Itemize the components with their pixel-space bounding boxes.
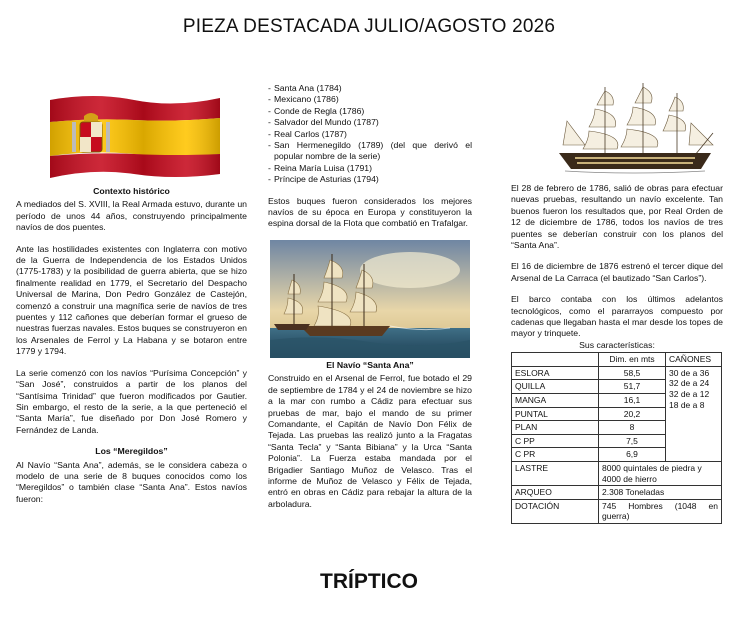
table-cell: 7,5 bbox=[599, 434, 666, 448]
ship-drawing-icon bbox=[545, 83, 715, 183]
table-row bbox=[512, 499, 722, 523]
table-cell: 2.308 Toneladas bbox=[599, 486, 722, 500]
list-item: - Mexicano (1786) bbox=[268, 94, 472, 105]
list-item: - Salvador del Mundo (1787) bbox=[268, 117, 472, 128]
table-row bbox=[512, 353, 722, 367]
list-item: - Reina María Luisa (1791) bbox=[268, 163, 472, 174]
table-cell: PUNTAL bbox=[512, 407, 599, 421]
table-cell: 20,2 bbox=[599, 407, 666, 421]
ship-list bbox=[268, 83, 472, 186]
guns-line: 18 de a 8 bbox=[669, 399, 705, 410]
column-middle bbox=[268, 83, 472, 520]
table-header-guns: CAÑONES bbox=[666, 353, 722, 367]
paragraph: Al Navío “Santa Ana”, además, se le considera cabeza o modelo de una serie de 8 buques conocidos como los “Meregildos” o también clase “Santa Ana”. Estos navíos fueron: bbox=[16, 459, 247, 504]
guns-line: 32 de a 12 bbox=[669, 389, 710, 400]
ship-painting-image bbox=[270, 240, 470, 358]
paragraph: El 16 de diciembre de 1876 estrenó el tercer dique del Arsenal de La Carraca (el bautizado “San Carlos”). bbox=[511, 261, 723, 283]
column-right bbox=[511, 83, 723, 524]
table-cell: DOTACIÓN bbox=[512, 499, 599, 523]
paragraph: Estos buques fueron considerados los mejores navíos de su época en Europa y constituyeron la espina dorsal de la Flota que combatió en Trafalgar. bbox=[268, 195, 472, 229]
table-cell: PLAN bbox=[512, 421, 599, 435]
paragraph: Ante las hostilidades existentes con Inglaterra con motivo de la Guerra de Independencia de los Estados Unidos (1775-1783) y la posibilidad de guerra abierta, que se hizo finalmente realidad en 1779, el Secretario del Despacho Universal de Marina, Don Pedro González de Castejón, comenzó a construir una magnífica serie de navíos de tres puentes y 112 cañones que deberían formar el grueso de nuestras fuerzas navales. Estos buques se construyeron en los Arsenales de Ferrol y La Habana y se botaron entre 1779 y 1794. bbox=[16, 243, 247, 357]
table-cell: 51,7 bbox=[599, 380, 666, 394]
paragraph: El barco contaba con los últimos adelantos tecnológicos, como el pararrayos compuesto por cadenas que llegaban hasta el mar desde los topes de mayor y trinquete. bbox=[511, 294, 723, 339]
table-cell: 745 Hombres (1048 en guerra) bbox=[599, 499, 722, 523]
paragraph: El 28 de febrero de 1786, salió de obras para efectuar nuevas pruebas, resultando un navío excelente. Tan buenos fueron los resultados que, por Real Orden de 12 de diciembre de 1786, todos los navíos de tres puentes se deberían construir con los planos del “Santa Ana”. bbox=[511, 183, 723, 251]
footer-title: TRÍPTICO bbox=[320, 570, 418, 593]
table-row bbox=[512, 486, 722, 500]
table-caption: Sus características: bbox=[579, 339, 655, 350]
table-cell: ESLORA bbox=[512, 366, 599, 380]
paragraph: La serie comenzó con los navíos “Purísima Concepción” y “San José”, construidos a partir de los planos del “Santísima Trinidad” que fueron modificados por Gautier. Sin embargo, el resto de la serie, a la que perteneció el “Santa María”, fue diseñado por Don José Romero y Fernández de Landa. bbox=[16, 367, 247, 435]
column-left bbox=[16, 92, 247, 515]
table-cell: C PP bbox=[512, 434, 599, 448]
table-cell: MANGA bbox=[512, 394, 599, 408]
table-cell: 8000 quintales de piedra y 4000 de hierro bbox=[599, 462, 722, 486]
list-item: - San Hermenegildo (1789) (del que derivó el popular nombre de la serie) bbox=[268, 140, 472, 163]
table-cell: QUILLA bbox=[512, 380, 599, 394]
table-row bbox=[512, 462, 722, 486]
specs-table bbox=[511, 352, 722, 524]
table-cell: 16,1 bbox=[599, 394, 666, 408]
table-cell: 8 bbox=[599, 421, 666, 435]
table-cell: LASTRE bbox=[512, 462, 599, 486]
table-cell: 6,9 bbox=[599, 448, 666, 462]
section-heading-context: Contexto histórico bbox=[93, 186, 170, 196]
list-item: - Real Carlos (1787) bbox=[268, 129, 472, 140]
table-row bbox=[512, 366, 722, 380]
section-heading-meregildos: Los “Meregildos” bbox=[95, 446, 168, 457]
guns-cell bbox=[666, 366, 722, 461]
guns-line: 30 de a 36 bbox=[669, 367, 710, 378]
list-item: - Santa Ana (1784) bbox=[268, 83, 472, 94]
table-cell: C PR bbox=[512, 448, 599, 462]
list-item: - Conde de Regla (1786) bbox=[268, 106, 472, 117]
table-cell: ARQUEO bbox=[512, 486, 599, 500]
spain-flag-icon bbox=[44, 92, 224, 182]
table-header-dim: Dim. en mts bbox=[599, 353, 666, 367]
table-cell: 58,5 bbox=[599, 366, 666, 380]
page-title: PIEZA DESTACADA JULIO/AGOSTO 2026 bbox=[182, 16, 556, 37]
section-heading-santa-ana: El Navío “Santa Ana” bbox=[326, 359, 414, 370]
table-cell bbox=[512, 353, 599, 367]
guns-line: 32 de a 24 bbox=[669, 378, 710, 389]
paragraph: Construido en el Arsenal de Ferrol, fue botado el 29 de septiembre de 1784 y el 24 de noviembre se hizo a la mar con rumbo a Cádiz para efectuar sus pruebas de mar, bajo el mando de su primer Comandante, el Capitán de Navío Don Félix de Tejada. Las pruebas las realizó junto a la Fragatas “Santa Tecla” y “Santa Bibiana” y la Urca “Santa Polonia”. La Fuerza estaba mandada por el Brigadier Santiago Muñoz de Velasco. Tras el informe de Muñoz de Velasco y Félix de Tejada, entró en obras en Cádiz para rebajar la altura de la arboladura. bbox=[268, 373, 472, 509]
paragraph: A mediados del S. XVIII, la Real Armada estuvo, durante un período de unos 44 años, construyendo principalmente navíos de dos puentes. bbox=[16, 199, 247, 233]
list-item: - Príncipe de Asturias (1794) bbox=[268, 174, 472, 185]
